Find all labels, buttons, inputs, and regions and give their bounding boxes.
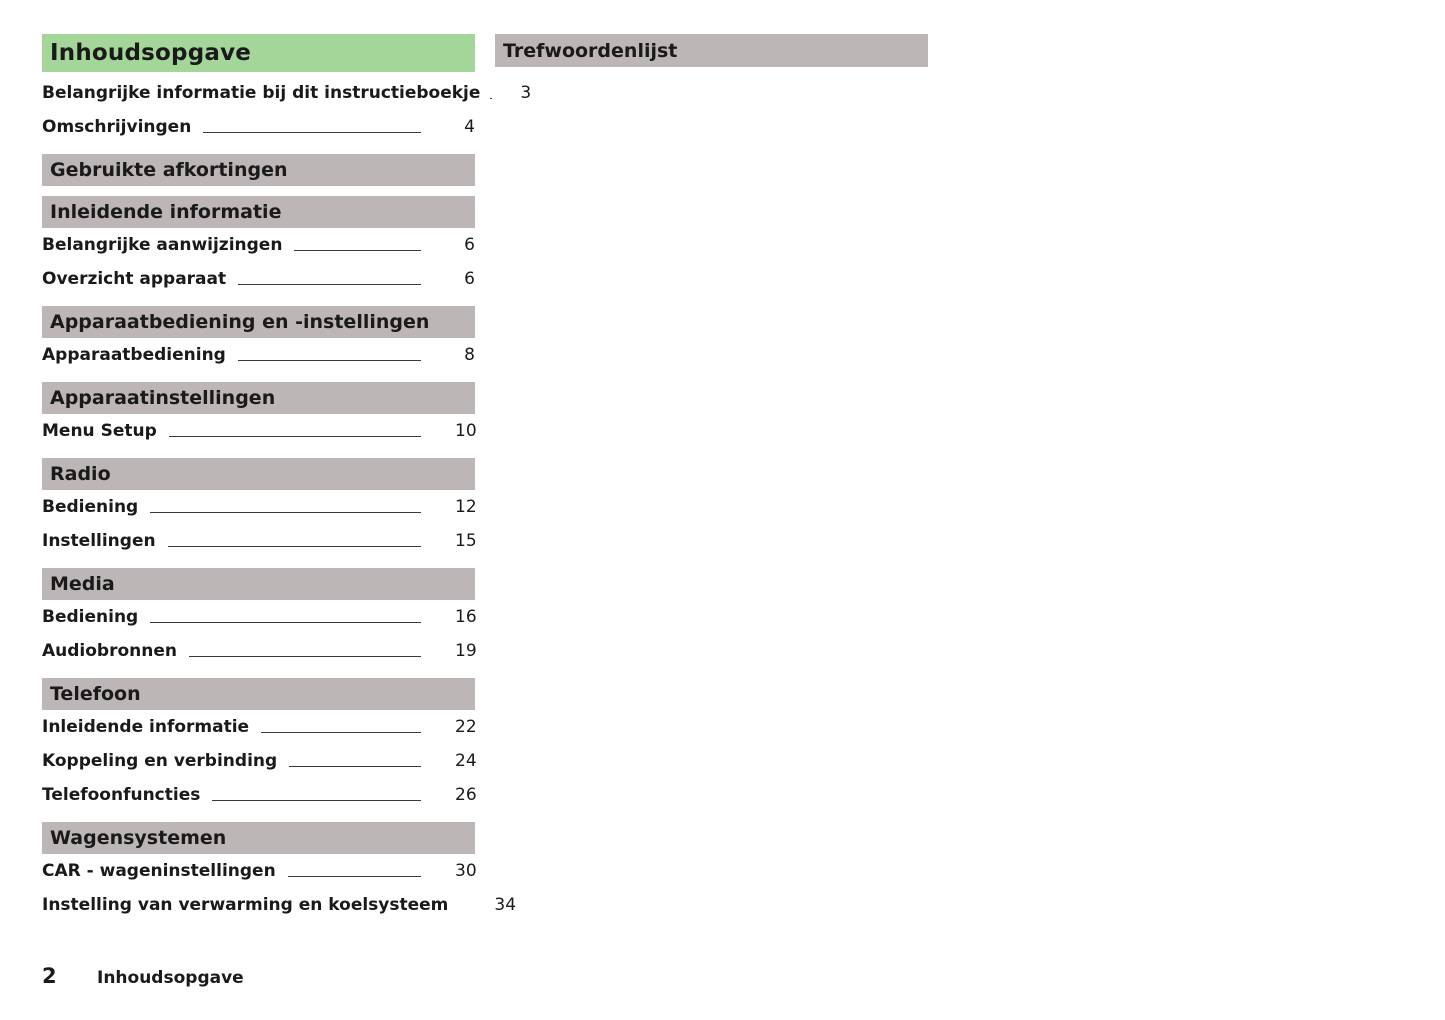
toc-entry[interactable] bbox=[42, 76, 532, 110]
page-number: 2 bbox=[42, 964, 57, 988]
toc-entry[interactable] bbox=[42, 710, 475, 744]
section-header[interactable]: Apparaatinstellingen bbox=[42, 382, 475, 414]
toc-entry-label: Belangrijke informatie bij dit instructieboekje bbox=[42, 83, 481, 103]
toc-entry[interactable] bbox=[42, 744, 475, 778]
toc-entry-page: 12 bbox=[455, 497, 477, 517]
toc-entry-page: 26 bbox=[455, 785, 477, 805]
toc-entry-label: Instellingen bbox=[42, 531, 156, 551]
toc-entry[interactable] bbox=[42, 262, 475, 296]
section-header[interactable]: Apparaatbediening en -instellingen bbox=[42, 306, 475, 338]
toc-entry-page: 8 bbox=[464, 345, 475, 365]
toc-entry[interactable] bbox=[42, 490, 475, 524]
toc-entry-label: Inleidende informatie bbox=[42, 717, 250, 737]
section-header[interactable]: Gebruikte afkortingen bbox=[42, 154, 475, 186]
toc-entry[interactable] bbox=[42, 600, 475, 634]
toc-entry[interactable] bbox=[42, 778, 475, 812]
leader-line bbox=[168, 532, 421, 547]
toc-entry-page: 4 bbox=[464, 117, 475, 137]
table-of-contents bbox=[42, 34, 532, 922]
leader-line bbox=[203, 118, 421, 133]
toc-entry-page: 3 bbox=[520, 83, 532, 103]
leader-line bbox=[150, 608, 421, 623]
toc-entry-label: Omschrijvingen bbox=[42, 117, 192, 137]
toc-entry-page: 15 bbox=[455, 531, 477, 551]
toc-entry-label: Bediening bbox=[42, 607, 139, 627]
page-footer bbox=[42, 964, 244, 988]
toc-entry-label: Menu Setup bbox=[42, 421, 157, 441]
intro-entries bbox=[42, 76, 532, 144]
leader-line bbox=[212, 786, 421, 801]
toc-entry-page: 6 bbox=[464, 269, 475, 289]
leader-line bbox=[150, 498, 421, 513]
toc-entry-page: 19 bbox=[455, 641, 477, 661]
leader-line bbox=[238, 270, 421, 285]
toc-entry[interactable] bbox=[42, 524, 475, 558]
toc-entry-label: Apparaatbediening bbox=[42, 345, 226, 365]
toc-entry[interactable] bbox=[42, 888, 517, 922]
leader-line bbox=[169, 422, 421, 437]
toc-entry-page: 34 bbox=[494, 895, 517, 915]
toc-entry-label: Telefoonfuncties bbox=[42, 785, 201, 805]
toc-entry-page: 30 bbox=[455, 861, 477, 881]
toc-entry-page: 24 bbox=[455, 751, 477, 771]
leader-line bbox=[261, 718, 421, 733]
leader-line bbox=[238, 346, 421, 361]
section-header[interactable]: Inleidende informatie bbox=[42, 196, 475, 228]
toc-entry-page: 16 bbox=[455, 607, 477, 627]
section-header[interactable]: Telefoon bbox=[42, 678, 475, 710]
section-header[interactable]: Media bbox=[42, 568, 475, 600]
toc-title: Inhoudsopgave bbox=[42, 34, 475, 72]
toc-entry[interactable] bbox=[42, 228, 475, 262]
toc-entry[interactable] bbox=[42, 110, 475, 144]
toc-entry-label: Bediening bbox=[42, 497, 139, 517]
index-title[interactable]: Trefwoordenlijst bbox=[495, 34, 928, 67]
toc-entry[interactable] bbox=[42, 414, 475, 448]
toc-entry-page: 6 bbox=[464, 235, 475, 255]
section-header[interactable]: Wagensystemen bbox=[42, 822, 475, 854]
section-header[interactable]: Radio bbox=[42, 458, 475, 490]
leader-line bbox=[288, 862, 421, 877]
leader-line bbox=[289, 752, 421, 767]
leader-line bbox=[490, 84, 492, 99]
toc-entry-label: Belangrijke aanwijzingen bbox=[42, 235, 283, 255]
toc-entry-label: Overzicht apparaat bbox=[42, 269, 227, 289]
toc-entry[interactable] bbox=[42, 338, 475, 372]
leader-line bbox=[189, 642, 421, 657]
toc-entry[interactable] bbox=[42, 634, 475, 668]
toc-entry-label: Audiobronnen bbox=[42, 641, 178, 661]
toc-entry-page: 22 bbox=[455, 717, 477, 737]
toc-entry-page: 10 bbox=[455, 421, 477, 441]
toc-entry-label: Instelling van verwarming en koelsysteem bbox=[42, 895, 449, 915]
toc-entry-label: Koppeling en verbinding bbox=[42, 751, 278, 771]
footer-label: Inhoudsopgave bbox=[97, 968, 244, 988]
toc-entry-label: CAR - wageninstellingen bbox=[42, 861, 276, 881]
leader-line bbox=[294, 236, 421, 251]
toc-entry[interactable] bbox=[42, 854, 475, 888]
